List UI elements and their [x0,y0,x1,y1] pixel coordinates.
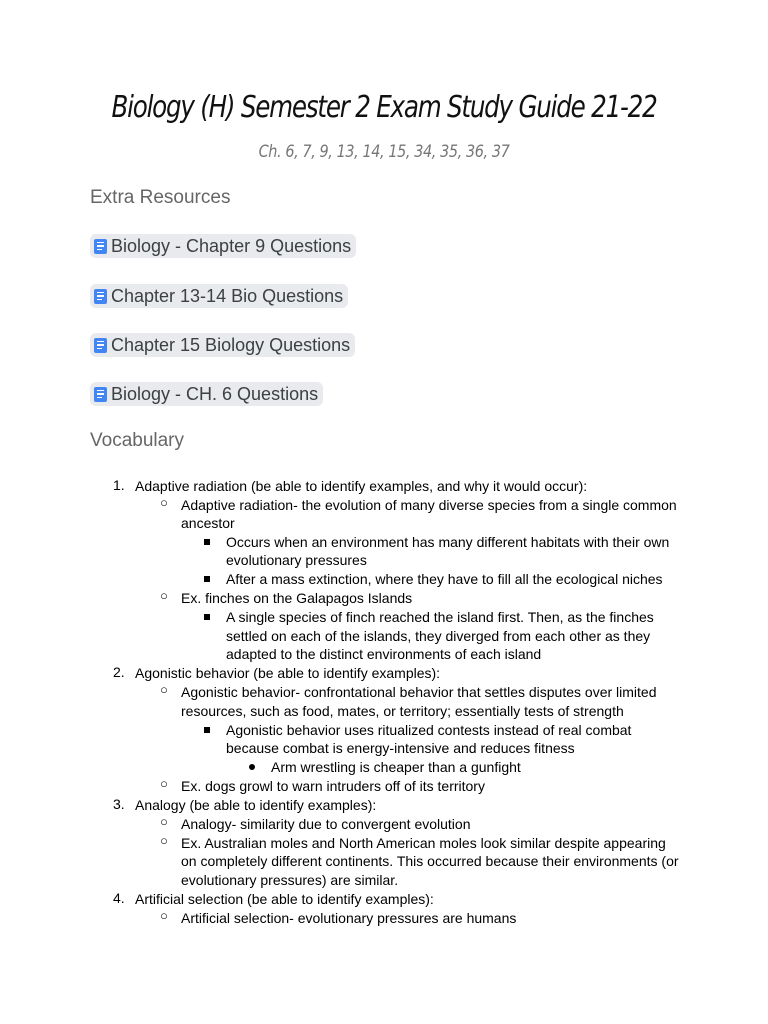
vocab-term: Artificial selection (be able to identify examples): [135,891,434,907]
google-doc-icon [94,338,107,353]
square-bullet [204,576,210,582]
list-item: ancestor [181,515,235,531]
page-subtitle: Ch. 6, 7, 9, 13, 14, 15, 34, 35, 36, 37 [258,142,510,162]
doc-link-label: Chapter 15 Biology Questions [111,334,351,355]
list-item: A single species of finch reached the island first. Then, as the finches [226,609,654,625]
list-item: Agonistic behavior- confrontational behavior that settles disputes over limited [181,684,657,700]
square-bullet [204,614,210,620]
doc-link-label: Chapter 13-14 Bio Questions [111,285,344,306]
list-item: evolutionary pressures [226,552,367,568]
list-item: Occurs when an environment has many different habitats with their own [226,534,670,550]
list-item: Agonistic behavior uses ritualized contests instead of real combat [226,722,632,738]
extra-resources-heading: Extra Resources [90,187,231,208]
list-item: because combat is energy-intensive and reduces fitness [226,740,575,756]
list-item: Analogy- similarity due to convergent evolution [181,816,471,832]
vocabulary-heading: Vocabulary [90,430,185,451]
list-item: resources, such as food, mates, or territory; essentially tests of strength [181,703,624,719]
list-item: Ex. finches on the Galapagos Islands [181,590,413,606]
round-bullet [249,764,255,770]
doc-link-chapter-6[interactable] [90,382,323,406]
list-number: 2. [113,664,125,680]
list-item: Arm wrestling is cheaper than a gunfight [271,759,521,775]
doc-link-label: Biology - CH. 6 Questions [111,383,319,404]
vocab-term: Agonistic behavior (be able to identify examples): [135,665,441,681]
hollow-bullet: ○ [160,833,168,848]
google-doc-icon [94,387,107,402]
list-number: 4. [113,890,125,906]
list-item: After a mass extinction, where they have to fill all the ecological niches [226,571,663,587]
list-number: 1. [113,477,125,493]
square-bullet [204,539,210,545]
doc-link-chapter-13-14[interactable] [90,284,348,308]
vocab-term: Analogy (be able to identify examples): [135,797,377,813]
list-item: Ex. Australian moles and North American moles look similar despite appearing [181,835,666,851]
doc-link-chapter-15[interactable] [90,333,355,357]
list-item: on completely different continents. This occurred because their environments (or [181,853,679,869]
page-title: Biology (H) Semester 2 Exam Study Guide 21-22 [111,90,657,125]
square-bullet [204,727,210,733]
hollow-bullet: ○ [160,814,168,829]
vocab-term: Adaptive radiation (be able to identify examples, and why it would occur): [135,478,588,494]
google-doc-icon [94,239,107,254]
hollow-bullet: ○ [160,495,168,510]
doc-link-chapter-9[interactable] [90,234,356,258]
hollow-bullet: ○ [160,908,168,923]
doc-link-label: Biology - Chapter 9 Questions [111,235,352,256]
list-number: 3. [113,796,125,812]
list-item: Ex. dogs growl to warn intruders off of its territory [181,778,485,794]
list-item: settled on each of the islands, they diverged from each other as they [226,628,651,644]
list-item: Artificial selection- evolutionary pressures are humans [181,910,517,926]
hollow-bullet: ○ [160,776,168,791]
google-doc-icon [94,289,107,304]
hollow-bullet: ○ [160,588,168,603]
list-item: Adaptive radiation- the evolution of many diverse species from a single common [181,497,677,513]
list-item: evolutionary pressures) are similar. [181,872,399,888]
hollow-bullet: ○ [160,682,168,697]
list-item: adapted to the distinct environments of each island [226,646,542,662]
